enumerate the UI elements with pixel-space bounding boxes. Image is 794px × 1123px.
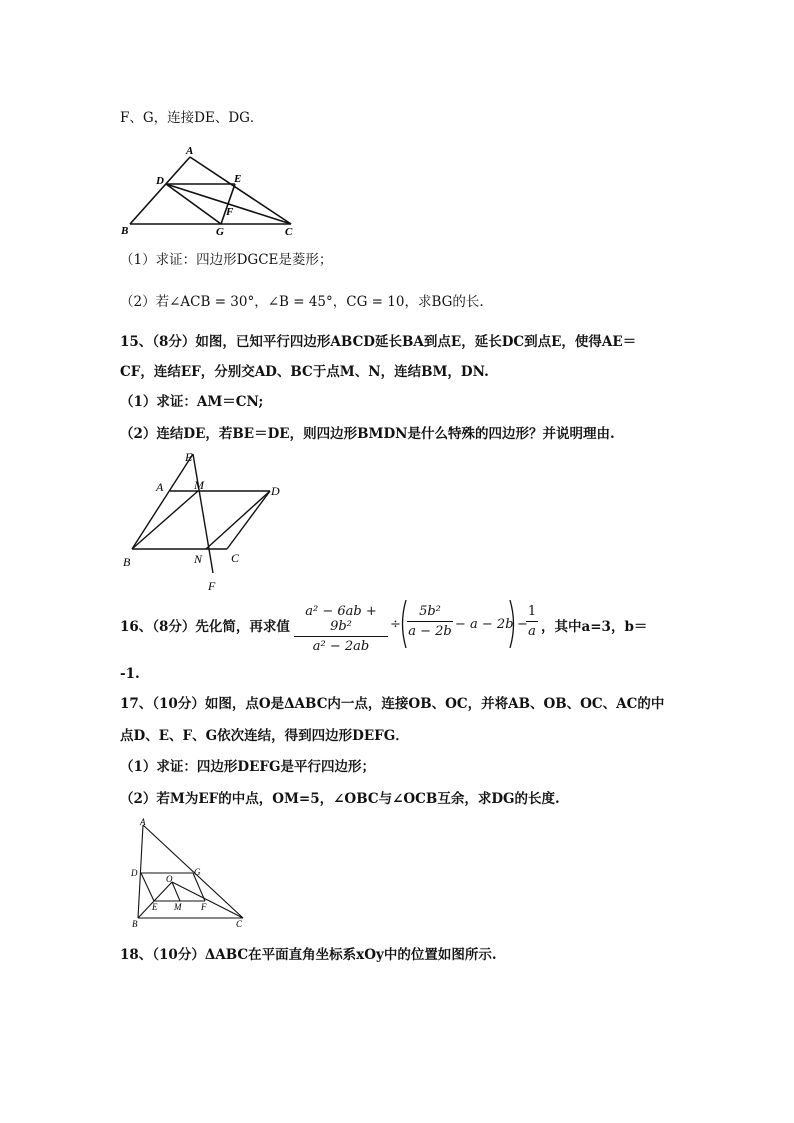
q14-part1: （1）求证：四边形DGCE是菱形；	[120, 252, 333, 268]
fig15-label-B: B	[123, 555, 131, 569]
q16-fraction-3	[526, 604, 538, 639]
fig15-label-M: M	[194, 478, 204, 492]
fig17-label-A: A	[140, 817, 146, 827]
fig15-label-A: A	[156, 480, 164, 494]
q16-suffix: ，其中a=3，b＝	[541, 619, 648, 635]
q16-frac3-numerator: 1	[527, 604, 537, 619]
q16-frac2-bar	[407, 621, 453, 622]
fig15-label-F: F	[208, 579, 216, 593]
q16-continuation: -1.	[120, 666, 140, 682]
q14-intro: F、G，连接DE、DG．	[120, 110, 264, 126]
fig17-label-M: M	[174, 902, 182, 912]
q15-line2: CF，连结EF，分别交AD、BC于点M、N，连结BM，DN.	[120, 364, 489, 380]
fig15-label-D: D	[271, 484, 280, 498]
fig17-label-E: E	[152, 902, 158, 912]
fig15-label-C: C	[231, 551, 240, 565]
fig14-label-A: A	[186, 145, 194, 157]
q16-rest-term: − a − 2b	[455, 617, 514, 632]
q17-figure	[125, 815, 250, 932]
q18-line1: 18、（10分）ΔABC在平面直角坐标系xOy中的位置如图所示.	[120, 947, 497, 963]
fig14-label-B: B	[121, 225, 129, 237]
q14-figure	[118, 143, 303, 238]
q17-part1: （1）求证：四边形DEFG是平行四边形；	[120, 759, 376, 775]
fig17-label-D: D	[131, 868, 138, 878]
q16-prefix: 16、（8分）先化简，再求值	[120, 619, 290, 635]
q16-fraction-1	[294, 604, 388, 654]
fig14-label-F: F	[226, 206, 234, 218]
fig14-label-G: G	[216, 226, 224, 238]
q17-line2: 点D、E、F、G依次连结，得到四边形DEFG．	[120, 728, 409, 744]
fig15-label-E: E	[185, 450, 193, 464]
q16-frac3-bar	[526, 621, 538, 622]
fig17-label-F: F	[201, 902, 207, 912]
q15-line1: 15、（8分）如图，已知平行四边形ABCD延长BA到点E，延长DC到点E，使得AE＝	[120, 334, 637, 350]
q15-part1: （1）求证：AM＝CN;	[120, 394, 264, 410]
q16-fraction-2	[407, 604, 453, 639]
q16-frac1-denominator: a² − 2ab	[312, 639, 370, 654]
fig15-label-N: N	[194, 552, 203, 566]
fig17-label-G: G	[194, 867, 201, 877]
q15-part2: （2）连结DE，若BE＝DE，则四边形BMDN是什么特殊的四边形？并说明理由.	[120, 426, 615, 442]
q17-line1: 17、（10分）如图，点O是ΔABC内一点，连接OB、OC，并将AB、OB、OC、AC的中	[120, 696, 665, 712]
q16-frac1-numerator: a² − 6ab + 9b²	[305, 604, 377, 634]
fig14-label-C: C	[285, 226, 293, 238]
q16-minus-sign: −	[517, 617, 528, 632]
q16-frac2-numerator: 5b²	[419, 604, 441, 619]
fig17-label-O: O	[166, 874, 173, 884]
q16-frac3-denominator: a	[528, 624, 536, 639]
fig14-label-E: E	[234, 173, 242, 185]
q16-division-sign: ÷	[390, 617, 401, 632]
fig17-label-B: B	[132, 919, 138, 929]
fig14-label-D: D	[156, 175, 164, 187]
q15-figure	[118, 445, 293, 595]
q17-part2: （2）若M为EF的中点，OM=5，∠OBC与∠OCB互余，求DG的长度.	[120, 791, 560, 807]
q16-frac1-bar	[294, 636, 388, 637]
fig17-label-C: C	[236, 919, 243, 929]
q16-frac2-denominator: a − 2b	[408, 624, 452, 639]
q14-part2: （2）若∠ACB = 30°，∠B = 45°，CG = 10，求BG的长.	[120, 294, 484, 310]
